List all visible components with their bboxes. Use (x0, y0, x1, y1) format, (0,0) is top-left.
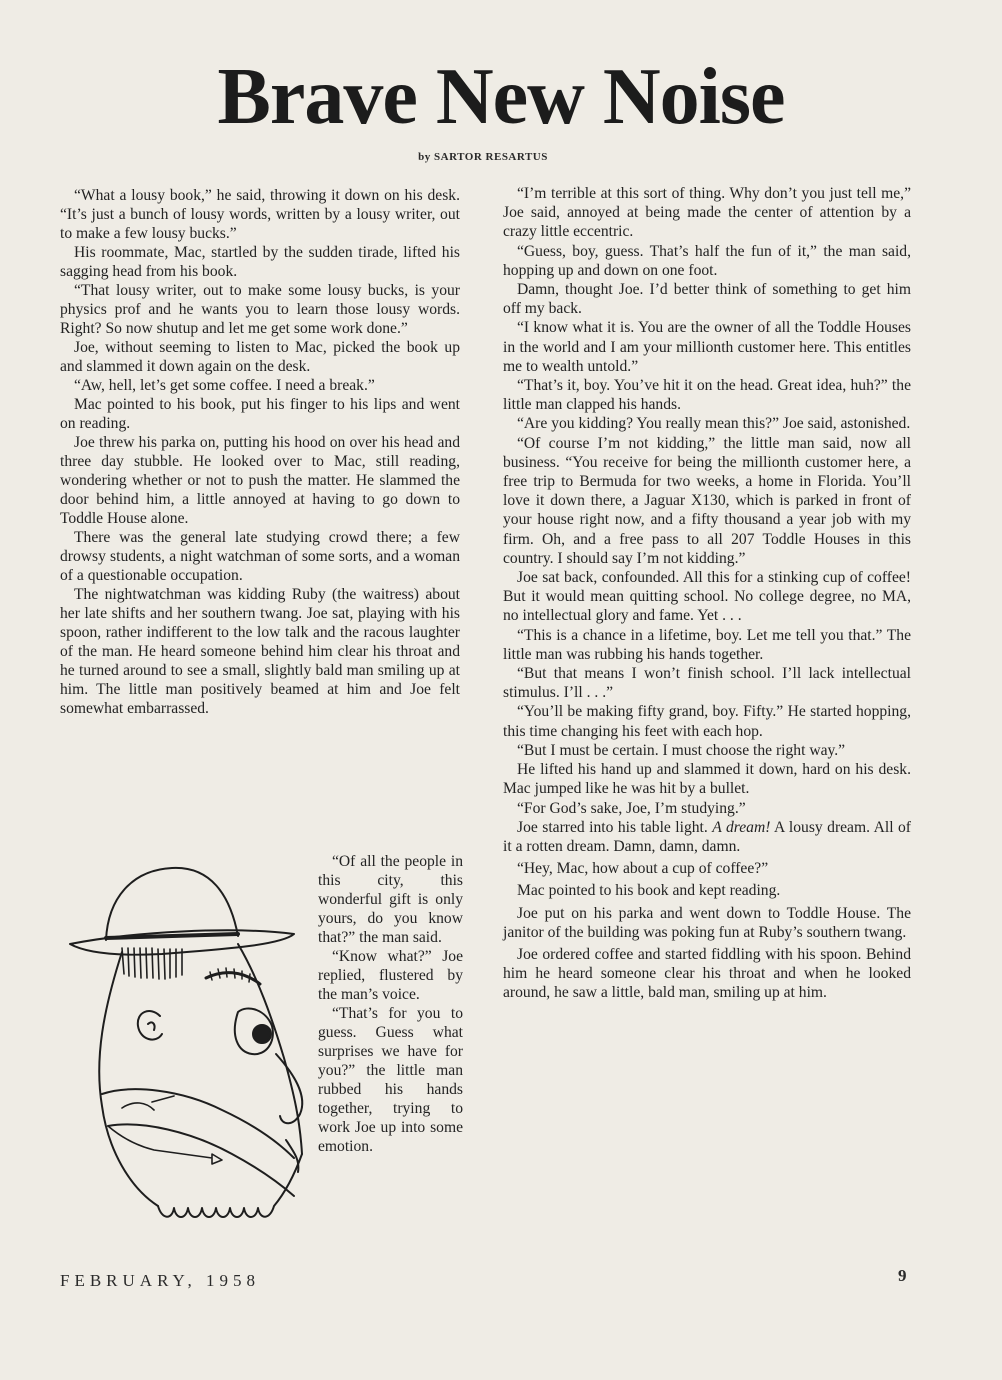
paragraph: “What a lousy book,” he said, throwing it down on his desk. “It’s just a bunch of lousy words, written by a lousy writer, out to make a few lousy bucks.” (60, 187, 460, 242)
paragraph: “I’m terrible at this sort of thing. Why don’t you just tell me,” Joe said, annoyed at being made the center of attention by a crazy little eccentric. (503, 185, 911, 241)
hat-band (106, 934, 238, 938)
paragraph: “That’s for you to guess. Guess what surprises we have for you?” the little man rubbed his hands together, trying to work Joe up into some emotion. (318, 1005, 463, 1155)
left-column (60, 186, 460, 718)
paragraph: “You’ll be making fifty grand, boy. Fifty.” He started hopping, this time changing his feet with each hop. (503, 703, 911, 740)
paragraph: Damn, thought Joe. I’d better think of something to get him off my back. (503, 281, 911, 318)
dream-text-after: A lousy dream. All of it a rotten dream. Damn, damn, damn. (503, 818, 911, 855)
paragraph: “Of course I’m not kidding,” the little man said, now all business. “You receive for being the millionth customer here, a free trip to Bermuda for two weeks, a home in Florida. You’ll love it down there, a Jaguar X130, which is parked in front of your house right now, and a fifty thousand a year job with my firm. Oh, and a free pass to all 207 Toddle Houses in this country. I should say I’m not kidding.” (503, 434, 911, 567)
paragraph: “Guess, boy, guess. That’s half the fun of it,” the man said, hopping up and down on one foot. (503, 242, 911, 279)
paragraph: His roommate, Mac, startled by the sudden tirade, lifted his sagging head from his book. (60, 244, 460, 280)
byline-prefix: by (418, 151, 431, 163)
paragraph: Joe, without seeming to listen to Mac, picked the book up and slammed it down again on the desk. (60, 339, 460, 375)
paragraph: There was the general late studying crowd there; a few drowsy students, a night watchman of some sorts, and a woman of a questionable occupation. (60, 529, 460, 584)
eyebrow (206, 973, 260, 984)
paragraph: “For God’s sake, Joe, I’m studying.” (517, 799, 746, 817)
paragraph: Mac pointed to his book, put his finger to his lips and went on reading. (60, 396, 460, 432)
paragraph: Joe put on his parka and went down to Toddle House. The janitor of the building was poking fun at Ruby’s southern twang. (503, 904, 911, 941)
paragraph: “Are you kidding? You really mean this?” Joe said, astonished. (517, 415, 911, 433)
paragraph: Mac pointed to his book and kept reading. (517, 882, 781, 900)
paragraph: “That’s it, boy. You’ve hit it on the head. Great idea, huh?” the little man clapped his hands. (503, 377, 911, 414)
paragraph: Joe threw his parka on, putting his hood on over his head and three day stubble. He looked over to Mac, still reading, wondering whether or not to push the matter. He slammed the door behind him, a little annoyed at having to go down to Toddle House alone. (60, 434, 460, 527)
dream-text-before: Joe starred into his table light. (517, 818, 713, 836)
paragraph: Joe ordered coffee and started fiddling with his spoon. Behind him he heard someone clear his throat and when he looked around, he saw a little, bald man, smiling up at him. (503, 945, 911, 1002)
page-number: 9 (898, 1266, 907, 1285)
paragraph: “Hey, Mac, how about a cup of coffee?” (517, 860, 769, 878)
cigarette-holder (108, 1126, 222, 1164)
paragraph: “This is a chance in a lifetime, boy. Let me tell you that.” The little man was rubbing his hands together. (503, 626, 911, 663)
pipe (122, 1096, 174, 1110)
right-column (503, 184, 911, 1003)
man-in-hat-illustration (62, 858, 312, 1228)
paragraph: The nightwatchman was kidding Ruby (the waitress) about her late shifts and her southern twang. Joe sat, playing with his spoon, rather indifferent to the low talk and the racous laughter of the man. He heard someone behind him clear his throat and he turned around to see a small, slightly bald man smiling up at him. The little man positively beamed at him and Joe felt somewhat embarrassed. (60, 586, 460, 717)
paragraph: Joe sat back, confounded. All this for a stinking cup of coffee! But it would mean quitting school. No college degree, no MA, no intellectual glory and fame. Yet . . . (503, 569, 911, 625)
issue-date: FEBRUARY, 1958 (60, 1271, 261, 1290)
nose (276, 1054, 302, 1123)
paragraph: “Of all the people in this city, this wonderful gift is only yours, do you know that?” the man said. (318, 853, 463, 946)
byline (0, 151, 966, 163)
paragraph: “But that means I won’t finish school. I’ll lack intellectual stimulus. I’ll . . .” (503, 665, 911, 702)
paragraph: “I know what it is. You are the owner of all the Toddle Houses in the world and I am your millionth customer here. This entitles me to wealth untold.” (503, 319, 911, 375)
byline-author: SARTOR RESARTUS (434, 151, 548, 163)
article-title: Brave New Noise (217, 53, 785, 141)
paragraph: “But I must be certain. I must choose the right way.” (517, 741, 846, 759)
paragraph: “Aw, hell, let’s get some coffee. I need a break.” (74, 377, 375, 394)
dream-text-emphasis: A dream! (712, 818, 771, 836)
ear (138, 1011, 162, 1040)
head-outline (99, 944, 302, 1206)
hat-crown (106, 868, 238, 940)
paragraph-dream (503, 818, 911, 856)
paragraph: He lifted his hand up and slammed it down, hard on his desk. Mac jumped like he was hit by a bullet. (503, 761, 911, 798)
paragraph: “That lousy writer, out to make some lousy bucks, is your physics prof and he wants you to learn those lousy words. Right? So now shutup and let me get some work done.” (60, 282, 460, 337)
paragraph: “Know what?” Joe replied, flustered by the man’s voice. (318, 948, 463, 1003)
narrow-column (318, 852, 463, 1156)
pupil (253, 1025, 271, 1043)
